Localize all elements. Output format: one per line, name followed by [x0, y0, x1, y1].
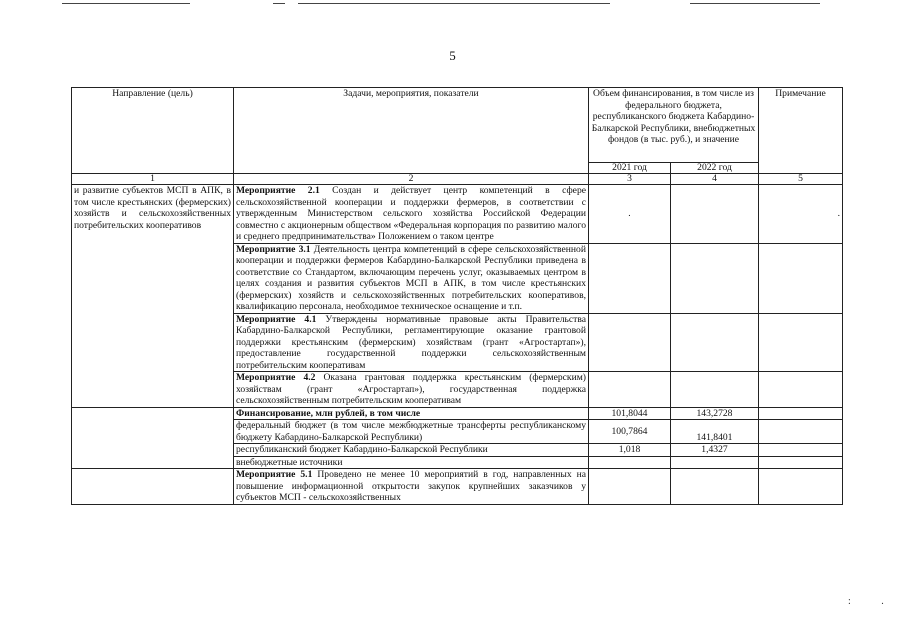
note-cell: . — [759, 185, 843, 244]
measure-text: Создан и действует центр компетенций в сфере сельскохозяйственной кооперации и поддержки фермеров, в соответствии с утвержденным Министерством сельского хозяйства Российской Федерации совместно с акционерным обществом «Федеральная корпорация по развитию малого и среднего предпринимательства» Положением о таком центре — [236, 185, 586, 242]
measure-cell — [234, 313, 589, 372]
note-cell — [759, 456, 843, 469]
financing-total-2022: 143,2728 — [671, 407, 759, 420]
value-2021 — [589, 456, 671, 469]
financing-federal-2022: 141,8401 — [671, 420, 759, 444]
value-2022 — [671, 185, 759, 244]
measure-text: Деятельность центра компетенций в сфере сельскохозяйственной кооперации и поддержки фермеров Кабардино-Балкарской Республики приведена в соответствие со Стандартом, включающим перечень услуг, оказываемых центром в целях создания и развития субъектов МСП в АПК, в том числе крестьянских (фермерских) хозяйств и сельскохозяйственных потребительских кооперативов, квалификацию персонала, необходимое техническое оснащение и т.п. — [236, 243, 586, 312]
financing-total-row — [72, 407, 843, 420]
measure-cell — [234, 185, 589, 244]
note-cell — [759, 313, 843, 372]
financing-republic-2021: 1,018 — [589, 444, 671, 457]
page-number: 5 — [449, 48, 456, 63]
financing-extra-label: внебюджетные источники — [234, 456, 589, 469]
value-2021: . — [589, 185, 671, 244]
scan-artifact-line — [298, 3, 610, 4]
financing-republic-label: республиканский бюджет Кабардино-Балкарской Республики — [234, 444, 589, 457]
measure-title: Мероприятие 5.1 — [236, 469, 313, 480]
financing-republic-2022: 1,4327 — [671, 444, 759, 457]
scan-marks: : . — [848, 596, 898, 607]
financing-total-label — [234, 407, 589, 420]
measure-cell — [234, 469, 589, 505]
column-number: 2 — [234, 174, 589, 185]
note-cell — [759, 243, 843, 313]
header-year-2022: 2022 год — [671, 163, 759, 174]
value-2021 — [589, 243, 671, 313]
value-2021 — [589, 372, 671, 408]
note-cell — [759, 469, 843, 505]
scan-artifact-line — [690, 3, 820, 4]
value-2022 — [671, 469, 759, 505]
table-row — [72, 469, 843, 505]
measures-table — [71, 87, 843, 505]
value-2021 — [589, 313, 671, 372]
header-direction: Направление (цель) — [72, 88, 234, 174]
financing-federal-label: федеральный бюджет (в том числе межбюджетные трансферты республиканскому бюджету Кабардино-Балкарской Республики) — [234, 420, 589, 444]
financing-total-2021: 101,8044 — [589, 407, 671, 420]
value-2022 — [671, 243, 759, 313]
measure-text: Оказана грантовая поддержка крестьянским (фермерским) хозяйствам (грант «Агростартап»), государственная поддержка сельскохозяйственным потребительским кооперативам — [236, 372, 586, 406]
scan-artifact-line — [273, 3, 285, 4]
scan-artifact-line — [62, 3, 190, 4]
note-cell — [759, 420, 843, 444]
financing-total-text: Финансирование, млн рублей, в том числе — [236, 407, 421, 419]
value-2022 — [671, 313, 759, 372]
measure-text: Утверждены нормативные правовые акты Правительства Кабардино-Балкарской Республики, регламентирующие оказание грантовой поддержки крестьянским (фермерским) хозяйствам (грант «Агростартап»), предоставление государственной поддержки сельскохозяйственным потребительским кооперативам — [236, 313, 586, 371]
header-note: Примечание — [759, 88, 843, 174]
direction-cell-empty — [72, 407, 234, 469]
table-row — [72, 185, 843, 244]
direction-cell: и развитие субъектов МСП в АПК, в том числе крестьянских (фермерских) хозяйств и сельскохозяйственных потребительских кооперативов — [72, 185, 234, 408]
note-cell — [759, 444, 843, 457]
note-cell — [759, 407, 843, 420]
measure-cell — [234, 243, 589, 313]
header-funding: Объем финансирования, в том числе из федерального бюджета, республиканского бюджета Кабардино-Балкарской Республики, внебюджетных фондов (в тыс. руб.), и значение — [589, 88, 759, 163]
measure-title: Мероприятие 4.1 — [236, 313, 317, 325]
measure-title: Мероприятие 3.1 — [236, 243, 311, 255]
measure-cell — [234, 372, 589, 408]
header-tasks: Задачи, мероприятия, показатели — [234, 88, 589, 174]
measure-title: Мероприятие 2.1 — [236, 185, 320, 196]
value-2021 — [589, 469, 671, 505]
measure-text: Проведено не менее 10 мероприятий в год, направленных на повышение информационной открытости закупок крупнейших заказчиков у субъектов МСП - сельскохозяйственных — [236, 469, 586, 503]
financing-federal-2021: 100,7864 — [589, 420, 671, 444]
column-number: 5 — [759, 174, 843, 185]
measure-title: Мероприятие 4.2 — [236, 372, 316, 383]
note-cell — [759, 372, 843, 408]
column-number: 3 — [589, 174, 671, 185]
column-number: 1 — [72, 174, 234, 185]
value-2022 — [671, 372, 759, 408]
direction-cell-empty — [72, 469, 234, 505]
column-number: 4 — [671, 174, 759, 185]
header-year-2021: 2021 год — [589, 163, 671, 174]
value-2022 — [671, 456, 759, 469]
